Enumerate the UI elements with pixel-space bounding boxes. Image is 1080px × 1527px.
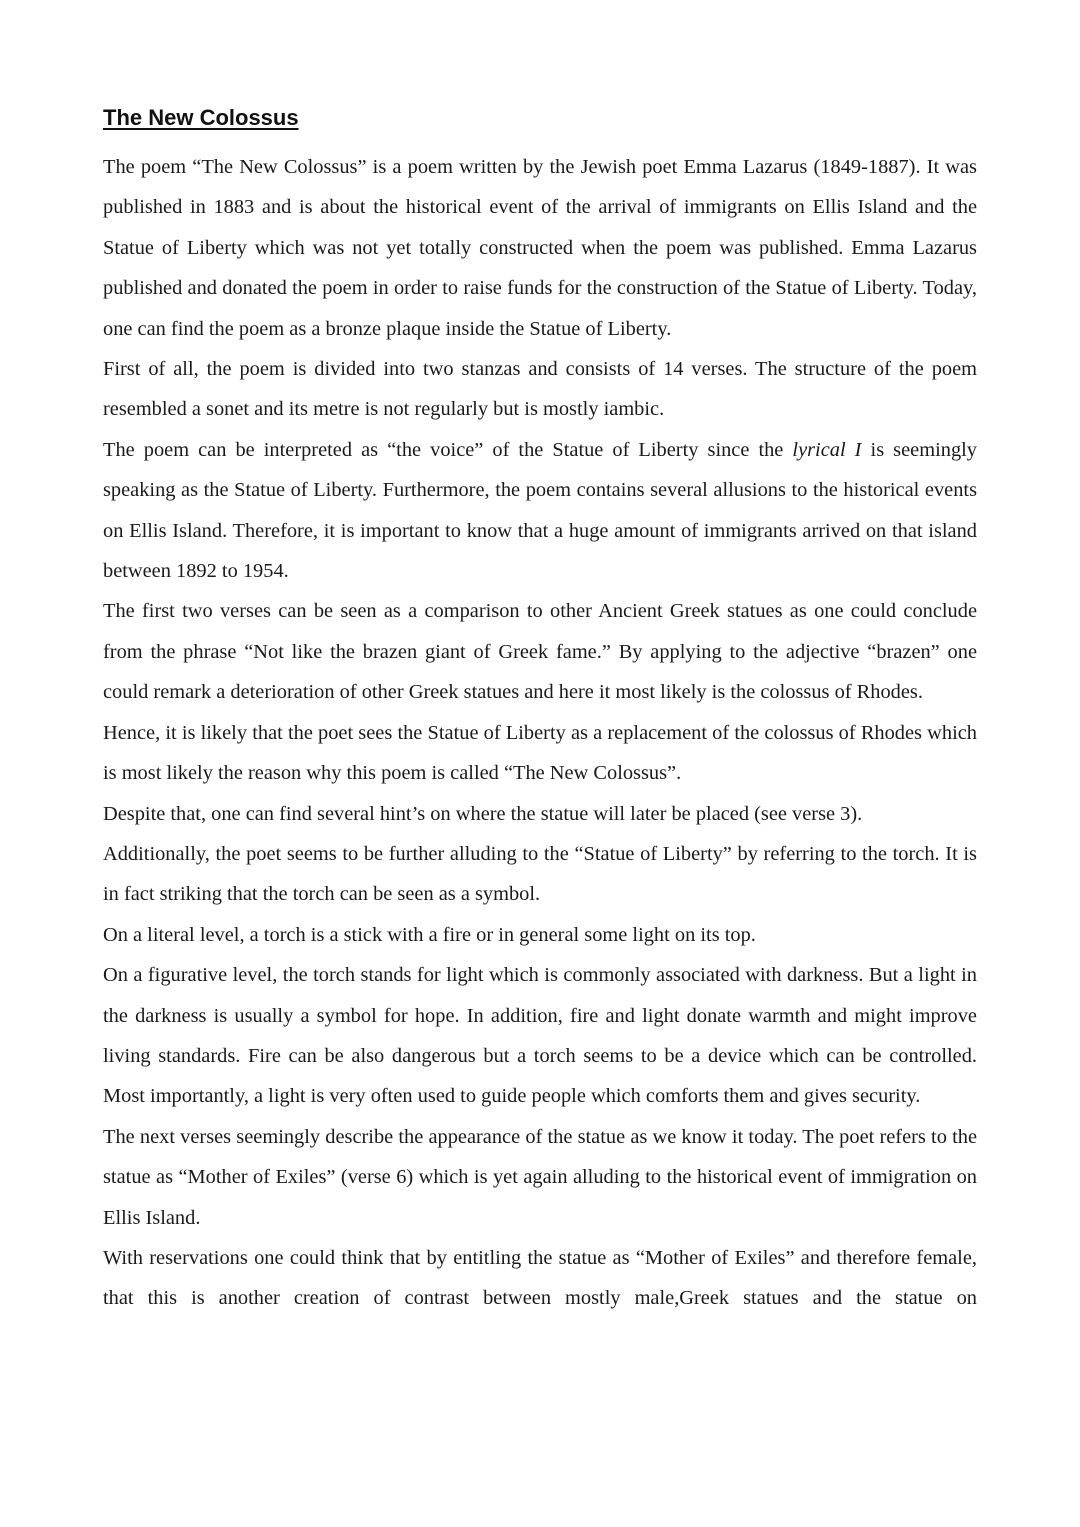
paragraph-introduction: The poem “The New Colossus” is a poem written by the Jewish poet Emma Lazarus (1849-1887). It was published in 1883 and is about the historical event of the arrival of immigrants on Ellis Island and the Statue of Liberty which was not yet totally constructed when the poem was published. Emma Lazarus published and donated the poem in order to raise funds for the construction of the Statue of Liberty. Today, one can find the poem as a bronze plaque inside the Statue of Liberty. [103, 156, 977, 340]
voice-text-before: The poem can be interpreted as “the voice” of the Statue of Liberty since the [103, 438, 793, 461]
paragraph-voice [103, 430, 977, 592]
paragraph-hints: Despite that, one can find several hint’s on where the statue will later be placed (see verse 3). [103, 802, 863, 825]
paragraph-replacement: Hence, it is likely that the poet sees the Statue of Liberty as a replacement of the colossus of Rhodes which is most likely the reason why this poem is called “The New Colossus”. [103, 721, 977, 785]
document-title: The New Colossus [103, 105, 299, 130]
paragraph-reservations: With reservations one could think that by entitling the statue as “Mother of Exiles” and therefore female, that this is another creation of contrast between mostly male,Greek statues and the statue on [103, 1246, 977, 1310]
paragraph-torch: Additionally, the poet seems to be further alluding to the “Statue of Liberty” by referring to the torch. It is in fact striking that the torch can be seen as a symbol. [103, 842, 977, 906]
paragraph-structure: First of all, the poem is divided into two stanzas and consists of 14 verses. The structure of the poem resembled a sonet and its metre is not regularly but is mostly iambic. [103, 358, 977, 421]
document-body [103, 147, 977, 1319]
paragraph-literal-level: On a literal level, a torch is a stick with a fire or in general some light on its top. [103, 923, 756, 946]
paragraph-greek-statues: The first two verses can be seen as a comparison to other Ancient Greek statues as one could conclude from the phrase “Not like the brazen giant of Greek fame.” By applying to the adjective “brazen” one could remark a deterioration of other Greek statues and here it most likely is the colossus of Rhodes. [103, 600, 977, 704]
voice-text-tail: events on Ellis Island. Therefore, it is important to know that a huge amount of immigrants arrived on that island between 1892 to 1954. [103, 479, 977, 583]
paragraph-figurative-level: On a figurative level, the torch stands for light which is commonly associated with darkness. But a light in the darkness is usually a symbol for hope. In addition, fire and light donate warmth and might improve living standards. Fire can be also dangerous but a torch seems to be a device which can be controlled. Most importantly, a light is very often used to guide people which comforts them and gives security. [103, 964, 977, 1108]
lyrical-i-emphasis: lyrical I [792, 438, 862, 461]
voice-text-after: is seemingly speaking as the Statue of Liberty. Furthermore, the poem contains several allusions to the historical [103, 438, 977, 502]
paragraph-mother-of-exiles: The next verses seemingly describe the appearance of the statue as we know it today. The poet refers to the statue as “Mother of Exiles” (verse 6) which is yet again alluding to the historical event of immigration on Ellis Island. [103, 1125, 977, 1229]
